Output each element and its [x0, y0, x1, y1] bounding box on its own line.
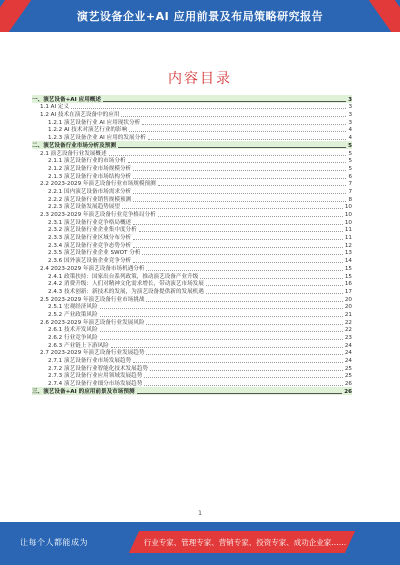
footer-slogan: 让每个人都能成为 [20, 538, 88, 547]
toc-entry-label: 2.7.3 演艺设备行业应用领域发展趋势 [48, 373, 143, 380]
footer-badge [129, 531, 355, 553]
toc-leader-dots [144, 384, 343, 386]
toc-entry-label: 二、演艺设备行业市场分析及预测 [32, 142, 116, 149]
toc-entry-label: 2.5.1 宏观经济风险 [48, 304, 98, 311]
toc-entry[interactable] [32, 95, 352, 103]
toc-entry-label: 2.7.1 演艺设备行业市场发展趋势 [48, 358, 132, 365]
toc-entry-label: 2.4.1 政策扶持：国家出台系列政策，推动演艺设备产业升级 [48, 273, 199, 280]
toc-leader-dots [137, 392, 343, 394]
toc-entry-page: 15 [344, 273, 352, 280]
toc-entry-page: 3 [348, 104, 352, 111]
toc-entry-label: 2.2.1 国内演艺设备市场需求分析 [48, 188, 132, 195]
toc-entry-label: 2.7.2 演艺设备行业智能化技术发展趋势 [48, 365, 148, 372]
toc-entry-page: 7 [348, 181, 352, 188]
toc-leader-dots [144, 376, 343, 378]
toc-entry-page: 3 [348, 96, 352, 103]
toc-leader-dots [133, 192, 346, 194]
toc-entry-label: 1.2.3 演艺设备企业 AI 应用的发展分析 [48, 135, 146, 142]
toc-leader-dots [100, 330, 343, 332]
toc-leader-dots [111, 346, 343, 348]
toc-entry-page: 22 [344, 319, 352, 326]
toc-leader-dots [133, 223, 343, 225]
toc-leader-dots [103, 100, 346, 102]
toc-entry-label: 1.1 AI 定义 [40, 104, 70, 111]
toc-entry-page: 24 [344, 342, 352, 349]
toc-entry-page: 4 [348, 135, 352, 142]
footer-banner [0, 522, 400, 565]
toc-entry-label: 1.2 AI 技术在演艺设备中的应用 [40, 112, 120, 119]
page-number: 1 [198, 510, 202, 517]
toc-heading: 内容目录 [168, 71, 232, 87]
toc-leader-dots [146, 353, 342, 355]
toc-leader-dots [129, 130, 346, 132]
toc-entry-page: 23 [344, 335, 352, 341]
toc-leader-dots [150, 369, 343, 371]
toc-leader-dots [142, 253, 342, 255]
toc-entry-label: 2.1.1 演艺设备行业的市场分析 [48, 158, 126, 165]
toc-entry-label: 2.2 2023-2029 年演艺设备行业市场规模预测 [40, 181, 156, 188]
toc-entry-label: 2.3.6 国外演艺设备企业竞争分析 [48, 258, 132, 265]
toc-entry-label: 2.1.3 演艺设备行业市场结构分析 [48, 173, 132, 180]
footer-badge-text: 行业专家、管理专家、营销专家、投资专家、成功企业家…… [143, 538, 347, 547]
toc-entry-page: 14 [344, 258, 352, 265]
toc-entry-page: 26 [344, 381, 352, 388]
toc-leader-dots [100, 338, 343, 340]
toc-leader-dots [133, 177, 346, 179]
toc-entry-label: 2.6.2 行业竞争风险 [48, 335, 98, 341]
toc-leader-dots [206, 292, 343, 294]
header-banner [0, 0, 400, 32]
toc-entry-page: 7 [348, 188, 352, 195]
toc-leader-dots [133, 169, 346, 171]
toc-entry-page: 20 [344, 296, 352, 303]
toc-leader-dots [100, 315, 343, 317]
toc-entry-page: 4 [348, 127, 352, 134]
toc-entry-label: 2.3.4 演艺设备行业竞争态势分析 [48, 242, 132, 249]
toc-leader-dots [142, 123, 346, 125]
toc-entry-page: 16 [344, 281, 352, 288]
toc-entry-label: 2.7.4 演艺设备行业细分市场发展趋势 [48, 381, 143, 388]
toc-leader-dots [109, 154, 347, 156]
toc-leader-dots [146, 300, 342, 302]
toc-leader-dots [133, 361, 343, 363]
toc-leader-dots [133, 238, 343, 240]
toc-entry-page: 25 [344, 365, 352, 372]
toc-leader-dots [146, 269, 342, 271]
toc-entry-label: 一、演艺设备+AI 应用概述 [32, 96, 101, 103]
toc-entry-page: 20 [344, 304, 352, 311]
toc-entry-page: 24 [344, 350, 352, 357]
toc-entry-page: 11 [344, 227, 352, 234]
toc-entry-page: 10 [344, 212, 352, 218]
toc-entry-label: 2.1 演艺设备行业发展概述 [40, 150, 107, 157]
toc-entry-page: 5 [348, 165, 352, 172]
toc-leader-dots [133, 200, 346, 202]
toc-leader-dots [133, 246, 343, 248]
toc-entry-page: 12 [344, 242, 352, 249]
toc-leader-dots [158, 184, 347, 186]
toc-entry-page: 5 [348, 142, 352, 149]
toc-leader-dots [146, 323, 342, 325]
toc-leader-dots [121, 115, 346, 117]
toc-leader-dots [71, 107, 346, 109]
toc-entry-page: 10 [344, 204, 352, 211]
toc-entry-label: 2.1.2 演艺设备行业市场规模分析 [48, 165, 132, 172]
toc-leader-dots [200, 277, 343, 279]
toc-entry-label: 2.6 2023-2029 年演艺设备行业发展风险 [40, 319, 145, 326]
toc-entry-label: 2.3.2 演艺设备行业企业集中度分析 [48, 227, 137, 234]
toc-entry-label: 1.2.2 AI 技术对演艺行业的影响 [48, 127, 128, 134]
toc-leader-dots [148, 138, 347, 140]
report-title: 演艺设备企业+AI 应用前景及布局策略研究报告 [76, 10, 324, 23]
toc-leader-dots [100, 307, 343, 309]
toc-entry-label: 1.2.1 演艺设备行业 AI 应用现状分析 [48, 119, 141, 126]
toc-entry-label: 2.4 2023-2029 年演艺设备市场机遇分析 [40, 265, 145, 272]
toc-entry-page: 8 [348, 196, 352, 203]
toc-leader-dots [118, 146, 346, 148]
toc-entry-page: 5 [348, 150, 352, 157]
toc-entry-label: 2.4.2 消费升级：人们对精神文化需求增长，带动演艺市场发展 [48, 281, 204, 288]
toc-leader-dots [158, 215, 343, 217]
toc-entry-page: 22 [344, 327, 352, 334]
toc-entry-label: 2.5 2023-2029 年演艺设备行业市场挑战 [40, 296, 145, 303]
toc-entry-label: 2.3.3 演艺设备行业区域分布分析 [48, 235, 132, 242]
toc-entry-page: 17 [344, 288, 352, 295]
toc-entry-page: 3 [348, 119, 352, 126]
toc-leader-dots [128, 161, 347, 163]
toc-entry-label: 2.2.3 演艺设备发展趋势展望 [48, 204, 120, 211]
toc-entry-page: 25 [344, 373, 352, 380]
toc-entry-label: 2.6.1 技术开发风险 [48, 327, 98, 334]
toc-entry-page: 13 [344, 250, 352, 257]
toc-entry-page: 10 [344, 219, 352, 226]
toc-entry-page: 11 [344, 235, 352, 242]
toc-entry-label: 2.5.2 产业政策风险 [48, 311, 98, 318]
toc-entry-page: 21 [344, 311, 352, 318]
toc-entry-label: 2.3 2023-2029 年演艺设备行业竞争格局分析 [40, 212, 156, 218]
toc-entry-label: 2.3.5 演艺设备行业企业 SWOT 分析 [48, 250, 141, 257]
toc-entry-page: 3 [348, 112, 352, 119]
toc-leader-dots [133, 261, 343, 263]
toc-entry-label: 2.2.2 演艺设备行业销售规模预测 [48, 196, 132, 203]
toc-entry-label: 2.3.1 演艺设备行业竞争格局概述 [48, 219, 132, 226]
table-of-contents [32, 95, 352, 395]
toc-entry-page: 24 [344, 358, 352, 365]
toc-entry-page: 5 [348, 158, 352, 165]
toc-entry-page: 26 [344, 388, 352, 395]
toc-entry[interactable] [32, 387, 352, 395]
toc-entry-page: 6 [348, 173, 352, 180]
toc-leader-dots [206, 284, 343, 286]
toc-entry-label: 2.6.3 产业链上下游风险 [48, 342, 109, 349]
toc-leader-dots [139, 230, 343, 232]
toc-leader-dots [122, 207, 343, 209]
toc-entry-label: 2.4.3 技术创新：新技术的发展，为演艺设备提供新的发展机遇 [48, 288, 204, 295]
toc-entry-page: 15 [344, 265, 352, 272]
toc-entry-label: 2.7 2023-2029 年演艺设备行业发展趋势 [40, 350, 145, 357]
toc-entry-label: 三、演艺设备+AI 的应用前景及市场预测 [32, 388, 135, 395]
